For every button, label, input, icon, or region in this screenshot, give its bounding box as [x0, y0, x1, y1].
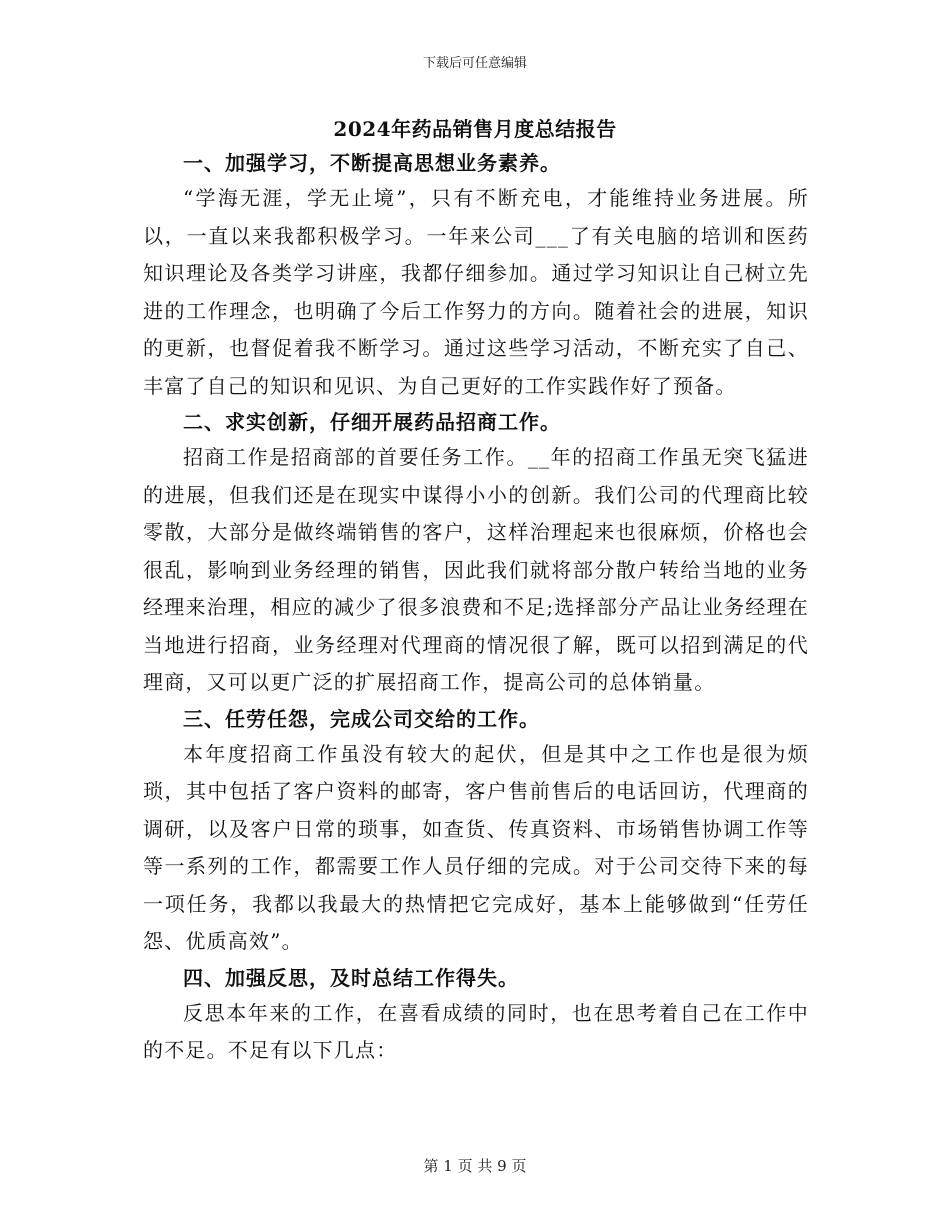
page-title: 2024年药品销售月度总结报告	[333, 117, 617, 141]
section-paragraph: 反思本年来的工作，在喜看成绩的同时，也在思考着自己在工作中的不足。不足有以下几点：	[143, 1000, 809, 1062]
section-1	[143, 146, 809, 405]
section-3	[143, 702, 809, 961]
section-4	[143, 961, 809, 1070]
section-heading: 二、求实创新，仔细开展药品招商工作。	[183, 410, 561, 434]
section-heading: 四、加强反思，及时总结工作得失。	[183, 965, 519, 990]
section-paragraph: 本年度招商工作虽没有较大的起伏，但是其中之工作也是很为烦琐，其中包括了客户资料的邮寄，客户售前售后的电话回访，代理商的调研，以及客户日常的琐事，如查货、传真资料、市场销售协调工作等等一系列的工作，都需要工作人员仔细的完成。对于公司交待下来的每一项任务，我都以我最大的热情把它完成好，基本上能够做到“任劳任怨、优质高效”。	[143, 741, 809, 953]
section-paragraph: 招商工作是招商部的首要任务工作。__年的招商工作虽无突飞猛进的进展，但我们还是在现实中谋得小小的创新。我们公司的代理商比较零散，大部分是做终端销售的客户，这样治理起来也很麻烦，价格也会很乱，影响到业务经理的销售，因此我们就将部分散户转给当地的业务经理来治理，相应的减少了很多浪费和不足;选择部分产品让业务经理在当地进行招商，业务经理对代理商的情况很了解，既可以招到满足的代理商，又可以更广泛的扩展招商工作，提高公司的总体销量。	[143, 445, 809, 694]
document-body	[143, 146, 809, 1070]
section-heading: 三、任劳任怨，完成公司交给的工作。	[183, 706, 540, 731]
section-heading: 一、加强学习，不断提高思想业务素养。	[183, 151, 561, 175]
section-paragraph: “学海无涯，学无止境”，只有不断充电，才能维持业务进展。所以，一直以来我都积极学习。一年来公司___了有关电脑的培训和医药知识理论及各类学习讲座，我都仔细参加。通过学习知识让自己树立先进的工作理念，也明确了今后工作努力的方向。随着社会的进展，知识的更新，也督促着我不断学习。通过这些学习活动，不断充实了自己、丰富了自己的知识和见识、为自己更好的工作实践作好了预备。	[143, 186, 809, 398]
header-note: 下载后可任意编辑	[422, 56, 527, 71]
page-number-footer: 第 1 页 共 9 页	[423, 1157, 527, 1175]
section-2	[143, 405, 809, 702]
